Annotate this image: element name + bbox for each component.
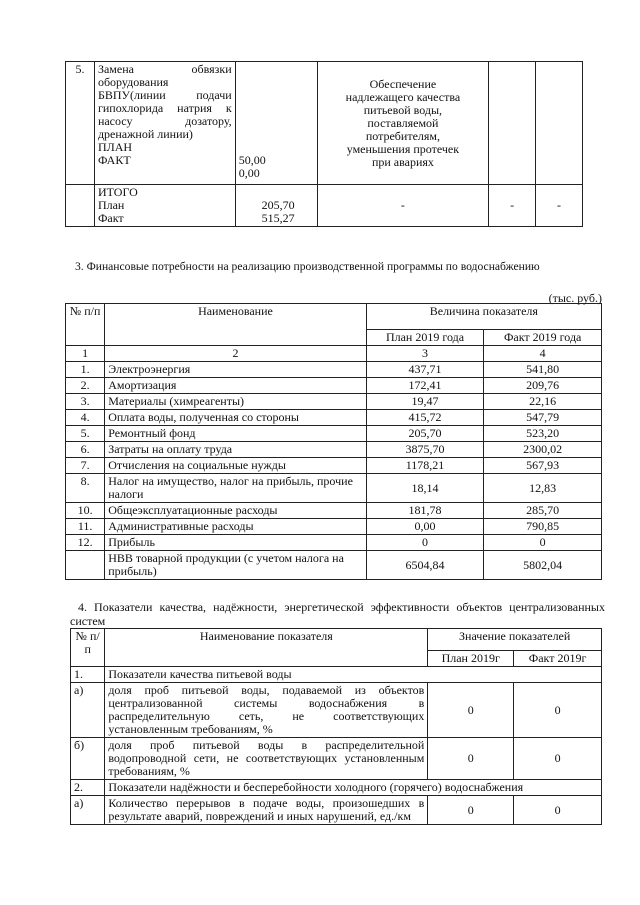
fact-value: 0,00 xyxy=(238,166,260,180)
indicators-table xyxy=(70,628,602,825)
table-row: 10. Общеэксплуатационные расходы 181,78 285,70 xyxy=(66,503,602,519)
unit-label: (тыс. руб.) xyxy=(548,291,602,305)
total-fact-label: Факт xyxy=(97,211,124,225)
measure-name-cell xyxy=(94,62,235,185)
total-dash: - xyxy=(317,185,489,227)
total-label-cell xyxy=(94,185,235,227)
header-fact: Факт 2019г xyxy=(514,651,602,667)
column-numbers: 1 2 3 4 xyxy=(66,346,602,362)
purpose-cell: Обеспечение надлежащего качества питьевой воды, поставляемой потребителям, уменьшения протечек при авариях xyxy=(317,62,489,185)
empty-cell xyxy=(536,62,583,185)
table-row: 7. Отчисления на социальные нужды 1178,21 567,93 xyxy=(66,458,602,474)
header-value: Значение показателей xyxy=(428,629,602,651)
header-name: Наименование xyxy=(105,304,366,346)
table-row: а) Количество перерывов в подаче воды, произошедших в результате аварий, повреждений и иных нарушений, ед./км 0 0 xyxy=(71,796,602,825)
table-row: 11. Административные расходы 0,00 790,85 xyxy=(66,519,602,535)
group-row: 2. Показатели надёжности и бесперебойности холодного (горячего) водоснабжения xyxy=(71,780,602,796)
header-num: № п/п xyxy=(66,304,105,346)
total-plan-label: План xyxy=(97,198,125,212)
investment-table xyxy=(65,61,583,227)
table-row: 5. Ремонтный фонд 205,70 523,20 xyxy=(66,426,602,442)
fact-label: ФАКТ xyxy=(97,153,131,167)
total-fact-value: 515,27 xyxy=(261,211,295,225)
header-plan: План 2019г xyxy=(428,651,514,667)
plan-value: 50,00 xyxy=(238,153,266,167)
total-dash: - xyxy=(536,185,583,227)
table-row: 3. Материалы (химреагенты) 19,47 22,16 xyxy=(66,394,602,410)
amount-cell xyxy=(235,62,317,185)
table-row: 6. Затраты на оплату труда 3875,70 2300,02 xyxy=(66,442,602,458)
header-plan: План 2019 года xyxy=(366,330,484,346)
total-plan-value: 205,70 xyxy=(261,198,295,212)
finance-table xyxy=(65,303,602,580)
plan-label: ПЛАН xyxy=(97,140,133,154)
table-row-total: НВВ товарной продукции (с учетом налога на прибыль) 6504,84 5802,04 xyxy=(66,551,602,580)
empty-cell xyxy=(66,185,95,227)
table-row: а) доля проб питьевой воды, подаваемой из объектов централизованной системы водоснабжения в распределительную сеть, не соответствующих установленным требованиям, % 0 0 xyxy=(71,683,602,738)
section3-title: 3. Финансовые потребности на реализацию производственной программы по водоснабжению xyxy=(75,260,540,273)
row-number: 5. xyxy=(66,62,95,185)
total-dash: - xyxy=(489,185,536,227)
header-fact: Факт 2019 года xyxy=(484,330,602,346)
table-row: 1. Электроэнергия 437,71 541,80 xyxy=(66,362,602,378)
table-row-total xyxy=(66,185,583,227)
empty-cell xyxy=(489,62,536,185)
header-name: Наименование показателя xyxy=(105,629,428,667)
table-row: 4. Оплата воды, полученная со стороны 415,72 547,79 xyxy=(66,410,602,426)
section4-title: 4. Показатели качества, надёжности, энергетической эффективности объектов централизованных систем xyxy=(70,600,605,628)
group-row: 1. Показатели качества питьевой воды xyxy=(71,667,602,683)
measure-name: Замена обвязки оборудования БВПУ(линии подачи гипохлорида натрия к насосу дозатору, дренажной линии) xyxy=(97,62,232,141)
header-num: № п/п xyxy=(71,629,105,667)
table-row xyxy=(66,62,583,185)
table-row: 12. Прибыль 0 0 xyxy=(66,535,602,551)
table-row: б) доля проб питьевой воды в распределительной водопроводной сети, не соответствующих установленным требованиям, % 0 0 xyxy=(71,738,602,780)
table-row: 8. Налог на имущество, налог на прибыль, прочие налоги 18,14 12,83 xyxy=(66,474,602,503)
table-row: 2. Амортизация 172,41 209,76 xyxy=(66,378,602,394)
total-label: ИТОГО xyxy=(97,185,138,199)
total-amount-cell xyxy=(235,185,317,227)
header-value: Величина показателя xyxy=(366,304,601,330)
